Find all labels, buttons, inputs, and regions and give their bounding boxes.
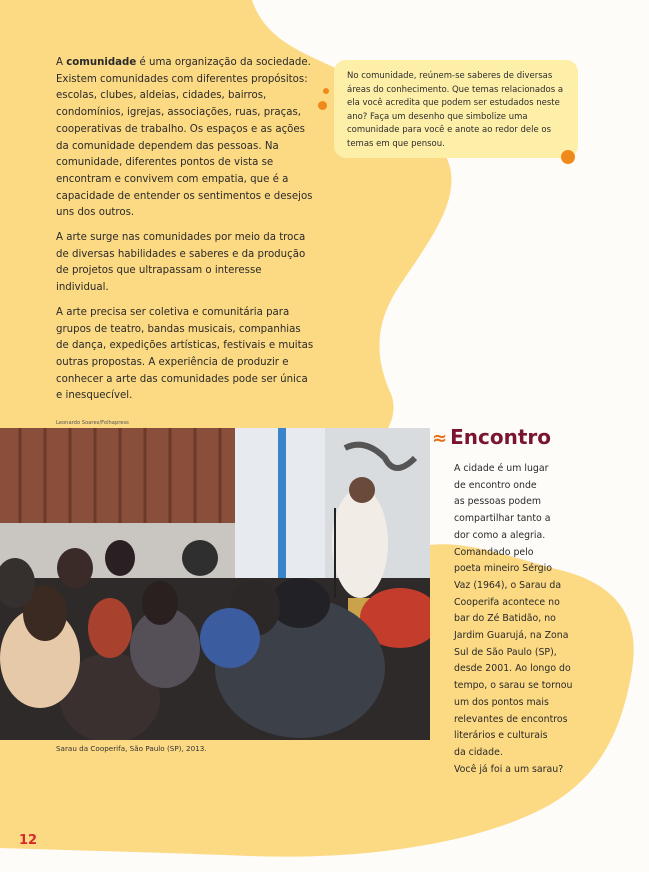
- section-text: A cidade é um lugar de encontro onde as pessoas podem compartilhar tanto a dor como a alegria. Comandado pelo poeta mineiro Sérgio Vaz (1964), o Sarau da Cooperifa acontece no bar do Zé Batidão, no Jardim Guarujá, na Zona Sul de São Paulo (SP), desde 2001. Ao longo do tempo, o sarau se tornou um dos pontos mais relevantes de encontros literários e culturais da cidade. Você já foi a um sarau?: [454, 463, 573, 775]
- callout-text: No comunidade, reúnem-se saberes de diversas áreas do conhecimento. Que temas relacionados a ela você acredita que podem ser estudados neste ano? Faça um desenho que simbolize uma comunidade para você e anote ao redor dele os temas em que pensou.: [347, 71, 564, 149]
- photo-caption: Sarau da Cooperifa, São Paulo (SP), 2013.: [56, 744, 207, 753]
- decor-dot: [323, 88, 329, 94]
- paragraph-community: A comunidade é uma organização da sociedade. Existem comunidades com diferentes propósitos: escolas, clubes, aldeias, cidades, bairros, condomínios, igrejas, associações, ruas, praças, cooperativas de trabalho. Os espaços e as ações da comunidade dependem das pessoas. Na comunidade, diferentes pontos de vista se encontram e convivem com empatia, que é a capacidade de entender os sentimentos e desejos uns dos outros.: [56, 57, 313, 219]
- section-title: ≈ Encontro: [432, 425, 551, 449]
- bold-term: comunidade: [66, 57, 137, 68]
- page-number: 12: [19, 833, 38, 848]
- event-photo: [0, 428, 430, 740]
- photo-credit: Leonardo Soares/Folhapress: [56, 420, 129, 426]
- decor-dot: [561, 150, 575, 164]
- paragraph-collective: A arte precisa ser coletiva e comunitária para grupos de teatro, bandas musicais, companhias de dança, expedições artísticas, festivais e muitas outras propostas. A experiência de produzir e conhecer a arte das comunidades pode ser única e inesquecível.: [56, 306, 314, 402]
- paragraph-art: A arte surge nas comunidades por meio da troca de diversas habilidades e saberes e da produção de projetos que ultrapassam o interesse individual.: [56, 232, 306, 294]
- decor-dot: [318, 101, 327, 110]
- wave-icon: ≈: [432, 428, 448, 449]
- main-text: [56, 55, 316, 413]
